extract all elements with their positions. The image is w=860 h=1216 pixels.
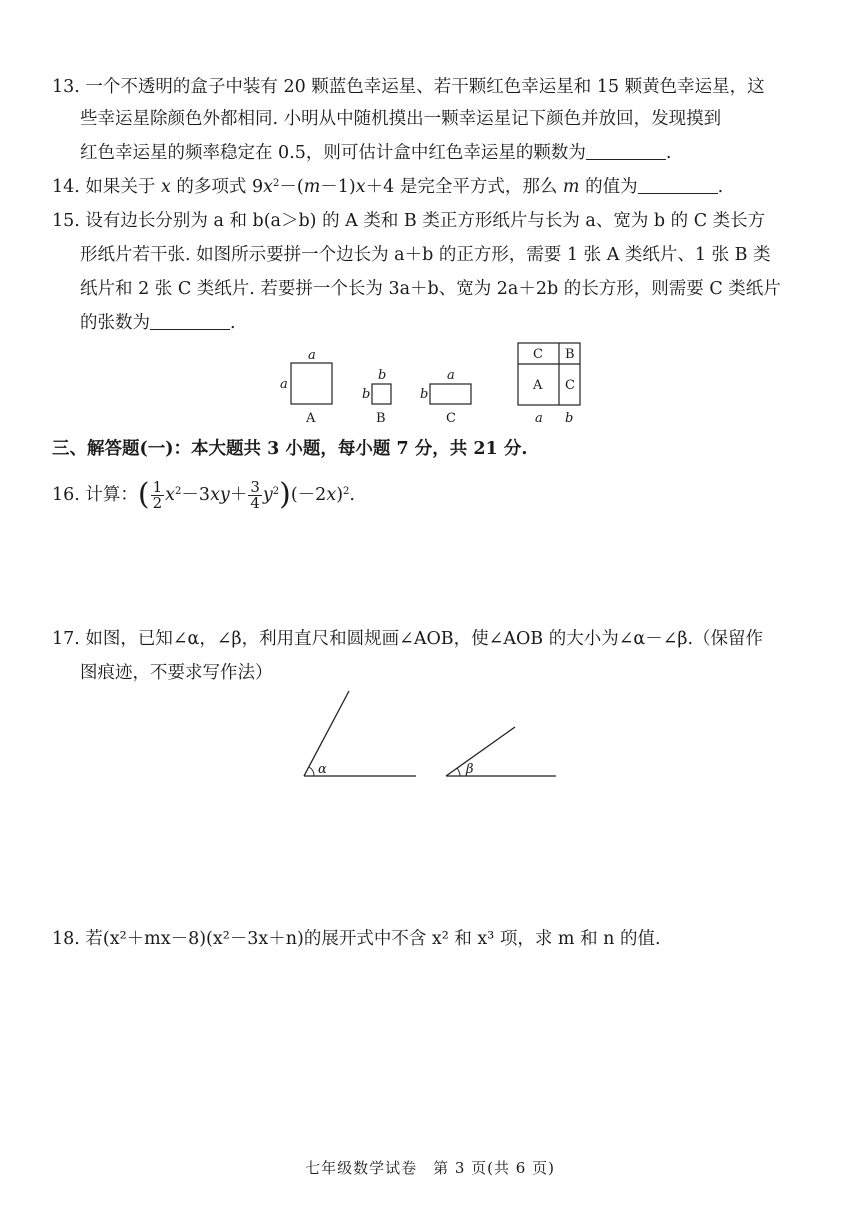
q18-line: 18. 若(x²＋mx－8)(x²－3x＋n)的展开式中不含 x² 和 x³ 项，求 m 和 n 的值. bbox=[52, 929, 661, 949]
q16-exponent: 2 bbox=[343, 486, 350, 497]
q15-line1: 15. 设有边长分别为 a 和 b(a＞b) 的 A 类和 B 类正方形纸片与长为 a、宽为 b 的 C 类长方 bbox=[52, 211, 766, 231]
q15-line3: 纸片和 2 张 C 类纸片. 若要拼一个长为 3a＋b、宽为 2a＋2b 的长方形，则需要 C 类纸片 bbox=[80, 279, 781, 299]
square-a-caption: A bbox=[306, 411, 316, 426]
q15-answer-blank bbox=[150, 313, 230, 330]
grid-cell-bl: A bbox=[533, 378, 543, 393]
q14-var: m bbox=[303, 177, 321, 197]
section-header: 三、解答题(一)：本大题共 3 小题，每小题 7 分，共 21 分. bbox=[52, 439, 528, 459]
q16-var: y bbox=[262, 485, 273, 505]
q14-line bbox=[52, 174, 723, 200]
fraction-numerator: 3 bbox=[250, 478, 260, 496]
q14-var: x bbox=[355, 177, 366, 197]
q16-text: ) bbox=[336, 485, 344, 505]
fraction-numerator: 1 bbox=[152, 478, 163, 496]
q13-line3 bbox=[80, 140, 671, 166]
q13-line3-text: 红色幸运星的频率稳定在 0.5，则可估计盒中红色幸运星的颗数为 bbox=[80, 143, 586, 163]
angle-beta bbox=[446, 727, 556, 777]
q15-line4-text: 的张数为 bbox=[80, 313, 150, 333]
square-b-top-label: b bbox=[378, 368, 387, 383]
fraction-denominator: 4 bbox=[250, 494, 260, 512]
square-a-left-label: a bbox=[280, 377, 288, 392]
q14-text: －( bbox=[279, 177, 304, 197]
q16-var: x bbox=[326, 485, 337, 505]
angle-alpha bbox=[304, 691, 416, 777]
rect-c bbox=[430, 384, 471, 404]
q16-label: 16. 计算： bbox=[52, 485, 138, 505]
q14-var: m bbox=[562, 177, 580, 197]
q16-line bbox=[52, 478, 355, 512]
square-a-top-label: a bbox=[308, 348, 316, 363]
q13-line1: 13. 一个不透明的盒子中装有 20 颗蓝色幸运星、若干颗红色幸运星和 15 颗黄色幸运星，这 bbox=[52, 77, 765, 97]
grid-label-b: b bbox=[565, 411, 574, 426]
q16-text: －3 bbox=[181, 485, 211, 505]
grid-cell-tr: B bbox=[565, 347, 575, 362]
q16-exponent: 2 bbox=[175, 486, 182, 497]
grid-cell-tl: C bbox=[533, 347, 543, 362]
q16-text: ＋ bbox=[229, 485, 248, 505]
q15-figure bbox=[0, 340, 860, 430]
grid-cell-br: C bbox=[565, 378, 575, 393]
rect-c-left-label: b bbox=[420, 387, 429, 402]
q14-var: x bbox=[263, 177, 273, 197]
q14-text: 14. 如果关于 bbox=[52, 177, 161, 197]
paren-close: ) bbox=[279, 477, 291, 512]
q16-period: . bbox=[349, 485, 355, 505]
q17-line2: 图痕迹，不要求写作法） bbox=[80, 663, 273, 683]
square-b-left-label: b bbox=[362, 387, 371, 402]
q14-text: －1) bbox=[320, 177, 356, 197]
q13-period: . bbox=[665, 143, 672, 163]
fraction-denominator: 2 bbox=[152, 494, 163, 512]
q17-line1: 17. 如图，已知∠α，∠β，利用直尺和圆规画∠AOB，使∠AOB 的大小为∠α－∠β.（保留作 bbox=[52, 629, 764, 649]
beta-label: β bbox=[466, 762, 474, 777]
square-b-caption: B bbox=[376, 411, 386, 426]
rect-c-top-label: a bbox=[447, 368, 455, 383]
q15-line4 bbox=[80, 310, 236, 336]
q14-period: . bbox=[717, 177, 724, 197]
q16-exponent: 2 bbox=[272, 486, 280, 497]
q14-text: 的值为 bbox=[579, 177, 638, 197]
q14-var: x bbox=[160, 177, 171, 197]
q14-answer-blank bbox=[638, 177, 718, 194]
page-footer: 七年级数学试卷 第 3 页(共 6 页) bbox=[305, 1159, 555, 1177]
square-a bbox=[291, 363, 332, 404]
square-b bbox=[372, 384, 391, 404]
q15-period: . bbox=[230, 313, 236, 333]
rect-c-caption: C bbox=[446, 411, 456, 426]
q14-text: ＋4 是完全平方式，那么 bbox=[365, 177, 563, 197]
paren-open: ( bbox=[137, 477, 150, 512]
alpha-label: α bbox=[318, 762, 327, 777]
q13-answer-blank bbox=[586, 143, 666, 160]
q16-var: x bbox=[165, 485, 176, 505]
q16-var: xy bbox=[210, 485, 230, 505]
q15-line2: 形纸片若干张. 如图所示要拼一个边长为 a＋b 的正方形，需要 1 张 A 类纸片、1 张 B 类 bbox=[80, 245, 771, 265]
fraction-three-quarters bbox=[248, 480, 262, 511]
grid-label-a: a bbox=[535, 411, 543, 426]
q14-exponent: 2 bbox=[272, 178, 280, 189]
q14-text: 的多项式 9 bbox=[170, 177, 264, 197]
q13-line2: 些幸运星除颜色外都相同. 小明从中随机摸出一颗幸运星记下颜色并放回，发现摸到 bbox=[80, 109, 722, 129]
q17-angle-figures bbox=[0, 685, 860, 795]
q16-text: (－2 bbox=[290, 485, 327, 505]
fraction-half bbox=[151, 480, 165, 511]
